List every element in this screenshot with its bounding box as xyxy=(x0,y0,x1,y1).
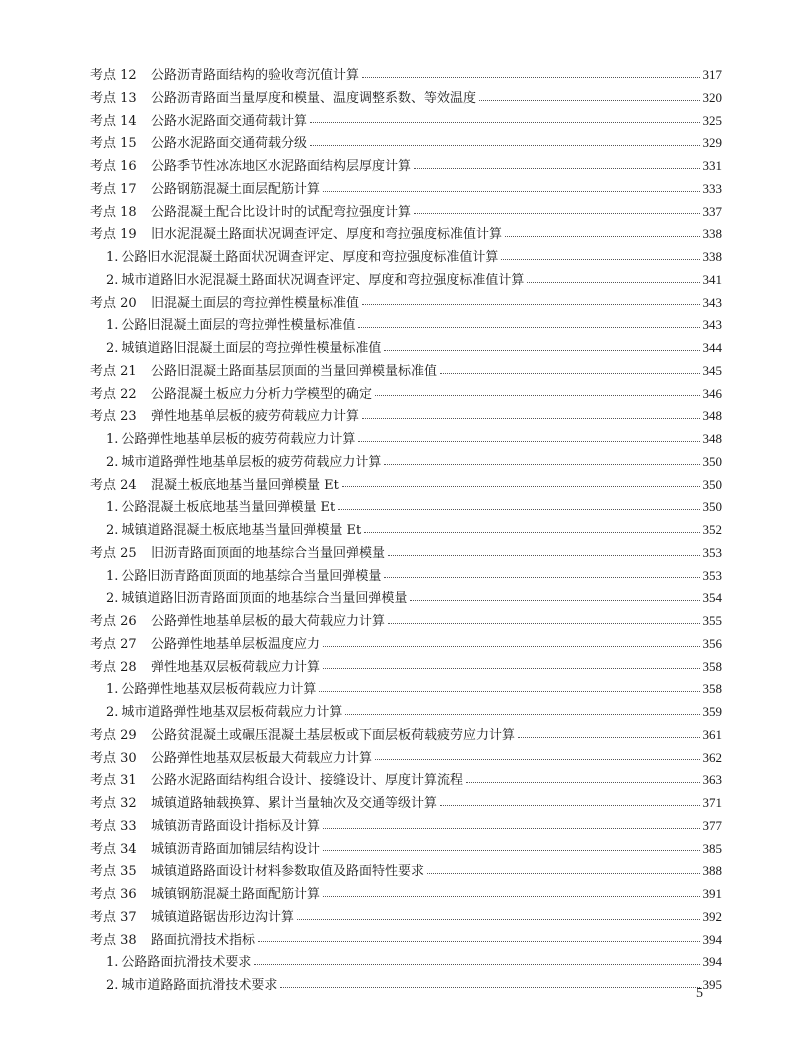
toc-entry-title: 公路混凝土板底地基当量回弹模量 Et xyxy=(121,500,336,516)
toc-entry-number: 考点 23 xyxy=(90,409,137,425)
toc-entry-label xyxy=(106,566,381,589)
toc-entry[interactable] xyxy=(90,360,722,383)
toc-entry-number: 1. xyxy=(106,500,119,516)
toc-entry-title: 公路弹性地基双层板最大荷载应力计算 xyxy=(151,750,373,766)
toc-entry-title: 公路旧混凝土面层的弯拉弹性模量标准值 xyxy=(121,318,356,334)
toc-entry-page: 352 xyxy=(702,522,722,537)
toc-entry-page: 350 xyxy=(702,476,722,492)
toc-entry-number: 考点 20 xyxy=(90,295,137,311)
dot-leader xyxy=(342,486,700,487)
toc-entry-title: 公路水泥路面交通荷载计算 xyxy=(151,113,308,129)
toc-entry-page: 391 xyxy=(702,886,722,901)
toc-entry-title: 公路弹性地基单层板的最大荷载应力计算 xyxy=(151,614,386,629)
toc-subentry[interactable] xyxy=(90,451,722,474)
toc-entry[interactable] xyxy=(90,223,722,246)
toc-entry[interactable] xyxy=(90,178,722,201)
toc-entry-label xyxy=(90,748,372,771)
toc-entry[interactable] xyxy=(90,792,722,815)
toc-entry-page: 363 xyxy=(702,772,722,788)
toc-entry[interactable] xyxy=(90,474,722,497)
toc-subentry[interactable] xyxy=(90,496,722,519)
toc-entry-label xyxy=(90,770,463,793)
toc-entry-page: 362 xyxy=(702,749,722,765)
toc-entry[interactable] xyxy=(90,747,722,770)
dot-leader xyxy=(362,77,699,78)
toc-entry-page: 395 xyxy=(702,977,722,992)
dot-leader xyxy=(388,623,699,624)
dot-leader xyxy=(323,896,699,897)
dot-leader xyxy=(297,919,699,920)
toc-entry-title: 城市道路弹性地基单层板的疲劳荷载应力计算 xyxy=(121,454,382,470)
dot-leader xyxy=(440,373,699,374)
toc-entry-number: 考点 26 xyxy=(90,614,137,629)
toc-entry-title: 弹性地基双层板荷载应力计算 xyxy=(151,659,321,675)
toc-entry[interactable] xyxy=(90,87,722,110)
toc-subentry[interactable] xyxy=(90,337,722,360)
toc-entry-title: 公路水泥路面交通荷载分级 xyxy=(151,136,308,152)
toc-entry-title: 公路水泥路面结构组合设计、接缝设计、厚度计算流程 xyxy=(151,773,464,789)
toc-entry-number: 考点 16 xyxy=(90,159,137,174)
dot-leader xyxy=(375,395,699,396)
toc-entry-label xyxy=(106,679,316,702)
toc-subentry[interactable] xyxy=(90,678,722,701)
toc-entry-title: 公路弹性地基单层板温度应力 xyxy=(151,636,321,652)
dot-leader xyxy=(323,191,699,192)
table-of-contents xyxy=(90,64,722,997)
toc-entry-title: 混凝土板底地基当量回弹模量 Et xyxy=(151,477,339,493)
toc-entry[interactable] xyxy=(90,110,722,133)
toc-entry-label xyxy=(90,111,307,134)
dot-leader xyxy=(310,122,699,123)
toc-entry-label xyxy=(90,930,255,953)
toc-entry-number: 考点 32 xyxy=(90,796,137,811)
toc-entry-page: 317 xyxy=(702,67,722,82)
dot-leader xyxy=(362,418,699,419)
toc-entry-label xyxy=(90,907,294,930)
toc-entry-number: 2. xyxy=(106,272,119,288)
toc-subentry[interactable] xyxy=(90,565,722,588)
dot-leader xyxy=(384,350,699,351)
toc-subentry[interactable] xyxy=(90,314,722,337)
toc-entry-number: 考点 34 xyxy=(90,841,137,857)
toc-entry-page: 337 xyxy=(702,203,722,219)
toc-entry-label xyxy=(90,884,320,907)
toc-entry-label xyxy=(90,543,385,566)
toc-entry[interactable] xyxy=(90,610,722,633)
toc-subentry[interactable] xyxy=(90,587,722,610)
toc-entry-label xyxy=(90,406,359,429)
toc-entry-number: 考点 15 xyxy=(90,136,137,152)
toc-entry-label xyxy=(106,315,355,338)
dot-leader xyxy=(338,509,699,510)
dot-leader xyxy=(254,964,699,965)
toc-entry-page: 331 xyxy=(702,158,722,173)
toc-entry-label xyxy=(106,429,355,452)
toc-subentry[interactable] xyxy=(90,246,722,269)
toc-entry-page: 338 xyxy=(702,226,722,242)
toc-entry-page: 333 xyxy=(702,180,722,196)
toc-entry[interactable] xyxy=(90,906,722,929)
toc-entry-page: 353 xyxy=(702,544,722,560)
dot-leader xyxy=(440,805,699,806)
toc-entry-page: 348 xyxy=(702,408,722,424)
dot-leader xyxy=(258,941,699,942)
dot-leader xyxy=(505,236,699,237)
toc-subentry[interactable] xyxy=(90,951,722,974)
toc-entry-number: 考点 27 xyxy=(90,636,137,652)
toc-entry-title: 公路沥青路面当量厚度和模量、温度调整系数、等效温度 xyxy=(151,90,477,106)
dot-leader xyxy=(414,213,699,214)
toc-entry-number: 考点 22 xyxy=(90,386,137,402)
toc-entry-page: 344 xyxy=(702,340,722,355)
toc-entry-page: 350 xyxy=(702,499,722,515)
toc-entry-title: 旧沥青路面顶面的地基综合当量回弹模量 xyxy=(151,545,386,561)
toc-entry-page: 341 xyxy=(702,271,722,287)
toc-entry-number: 考点 31 xyxy=(90,773,137,789)
toc-entry-number: 1. xyxy=(106,250,119,265)
toc-entry-title: 城镇道路锯齿形边沟计算 xyxy=(151,909,295,925)
toc-entry-number: 考点 25 xyxy=(90,545,137,561)
toc-entry-page: 359 xyxy=(702,704,722,719)
dot-leader xyxy=(501,259,699,260)
toc-entry-number: 2. xyxy=(106,454,119,470)
toc-entry-number: 考点 38 xyxy=(90,932,137,948)
page-number: 5 xyxy=(696,986,703,1001)
toc-entry-number: 考点 24 xyxy=(90,477,137,493)
toc-entry-page: 343 xyxy=(702,294,722,310)
toc-entry[interactable] xyxy=(90,860,722,883)
toc-entry-number: 1. xyxy=(106,682,119,698)
toc-entry-title: 城市道路弹性地基双层板荷载应力计算 xyxy=(121,705,343,720)
dot-leader xyxy=(323,850,699,851)
dot-leader xyxy=(358,327,699,328)
toc-entry-label xyxy=(90,611,385,634)
toc-entry-title: 公路混凝土板应力分析力学模型的确定 xyxy=(151,386,373,402)
toc-entry-number: 考点 30 xyxy=(90,750,137,766)
toc-entry[interactable] xyxy=(90,633,722,656)
toc-entry-label xyxy=(106,247,498,270)
toc-entry-title: 城镇沥青路面设计指标及计算 xyxy=(151,818,321,834)
toc-entry-label xyxy=(106,338,381,361)
dot-leader xyxy=(310,145,699,146)
toc-entry[interactable] xyxy=(90,132,722,155)
toc-entry-page: 338 xyxy=(702,249,722,264)
toc-entry-label xyxy=(90,65,359,88)
toc-entry-page: 394 xyxy=(702,931,722,947)
toc-entry-title: 城市道路路面抗滑技术要求 xyxy=(121,978,278,993)
toc-entry-page: 385 xyxy=(702,840,722,856)
dot-leader xyxy=(323,828,699,829)
toc-entry-label xyxy=(90,361,437,384)
toc-entry-label xyxy=(106,975,277,998)
toc-entry-label xyxy=(106,270,524,293)
toc-entry-label xyxy=(106,952,251,975)
toc-entry-page: 320 xyxy=(702,89,722,105)
dot-leader xyxy=(384,577,699,578)
toc-entry-number: 1. xyxy=(106,955,119,971)
toc-entry-label xyxy=(106,702,342,725)
toc-entry-label xyxy=(106,588,407,611)
toc-entry-page: 361 xyxy=(702,726,722,742)
toc-entry-title: 路面抗滑技术指标 xyxy=(151,932,256,948)
toc-entry-page: 356 xyxy=(702,635,722,651)
toc-entry-number: 考点 33 xyxy=(90,818,137,834)
toc-entry[interactable] xyxy=(90,64,722,87)
toc-entry-page: 377 xyxy=(702,817,722,833)
toc-entry-page: 329 xyxy=(702,135,722,151)
toc-entry-number: 考点 28 xyxy=(90,659,137,675)
toc-entry-number: 1. xyxy=(106,568,119,584)
toc-entry-title: 城镇沥青路面加铺层结构设计 xyxy=(151,841,321,857)
toc-entry-number: 考点 12 xyxy=(90,68,137,83)
toc-entry-title: 旧混凝土面层的弯拉弹性模量标准值 xyxy=(151,295,360,311)
dot-leader xyxy=(280,987,699,988)
toc-entry-page: 325 xyxy=(702,112,722,128)
toc-entry-title: 城镇道路混凝土板底地基当量回弹模量 Et xyxy=(121,523,362,538)
toc-entry-title: 公路贫混凝土或碾压混凝土基层板或下面层板荷载疲劳应力计算 xyxy=(151,727,516,743)
toc-entry-title: 公路弹性地基单层板的疲劳荷载应力计算 xyxy=(121,432,356,447)
toc-entry-label xyxy=(90,725,515,748)
dot-leader xyxy=(518,737,699,738)
toc-entry-number: 2. xyxy=(106,523,119,538)
toc-entry[interactable] xyxy=(90,724,722,747)
toc-entry[interactable] xyxy=(90,815,722,838)
toc-entry[interactable] xyxy=(90,383,722,406)
toc-entry-number: 考点 35 xyxy=(90,864,137,880)
toc-entry-title: 弹性地基单层板的疲劳荷载应力计算 xyxy=(151,409,360,425)
toc-entry-page: 348 xyxy=(702,431,722,446)
dot-leader xyxy=(527,282,699,283)
toc-entry-label xyxy=(90,861,424,884)
toc-entry[interactable] xyxy=(90,405,722,428)
toc-subentry[interactable] xyxy=(90,428,722,451)
toc-entry-page: 346 xyxy=(702,385,722,401)
toc-entry-label xyxy=(90,293,359,316)
toc-entry-title: 城市道路旧水泥混凝土路面状况调查评定、厚度和弯拉强度标准值计算 xyxy=(121,272,525,288)
toc-entry-number: 2. xyxy=(106,705,119,720)
toc-entry-label xyxy=(90,156,411,179)
toc-entry-number: 考点 14 xyxy=(90,113,137,129)
toc-entry-number: 考点 17 xyxy=(90,181,137,197)
toc-entry-page: 354 xyxy=(702,590,722,606)
toc-subentry[interactable] xyxy=(90,701,722,724)
toc-entry-title: 公路旧混凝土路面基层顶面的当量回弹模量标准值 xyxy=(151,363,438,379)
toc-entry-number: 1. xyxy=(106,318,119,334)
toc-entry-number: 考点 21 xyxy=(90,363,137,379)
toc-entry[interactable] xyxy=(90,883,722,906)
toc-entry[interactable] xyxy=(90,929,722,952)
toc-entry-page: 394 xyxy=(702,954,722,970)
dot-leader xyxy=(364,532,699,533)
dot-leader xyxy=(362,304,699,305)
toc-entry-page: 392 xyxy=(702,908,722,924)
toc-entry-title: 城镇道路轴载换算、累计当量轴次及交通等级计算 xyxy=(151,796,438,811)
toc-entry-label xyxy=(106,497,335,520)
toc-entry-label xyxy=(106,520,361,543)
toc-entry-page: 388 xyxy=(702,863,722,879)
toc-entry[interactable] xyxy=(90,769,722,792)
toc-subentry[interactable] xyxy=(90,974,722,997)
toc-entry-title: 公路路面抗滑技术要求 xyxy=(121,955,252,971)
dot-leader xyxy=(319,691,699,692)
toc-entry-label xyxy=(90,634,320,657)
toc-entry-number: 考点 19 xyxy=(90,227,137,243)
toc-entry-title: 旧水泥混凝土路面状况调查评定、厚度和弯拉强度标准值计算 xyxy=(151,227,503,243)
toc-entry-page: 358 xyxy=(702,658,722,674)
toc-entry-title: 公路钢筋混凝土面层配筋计算 xyxy=(151,181,321,197)
dot-leader xyxy=(375,759,699,760)
toc-entry-label xyxy=(90,839,320,862)
toc-subentry[interactable] xyxy=(90,269,722,292)
toc-entry-label xyxy=(90,133,307,156)
toc-entry-page: 345 xyxy=(702,362,722,378)
dot-leader xyxy=(358,441,699,442)
toc-entry-label xyxy=(90,793,437,816)
toc-entry-label xyxy=(90,224,502,247)
dot-leader xyxy=(345,714,699,715)
toc-entry-title: 城镇道路路面设计材料参数取值及路面特性要求 xyxy=(151,864,425,880)
dot-leader xyxy=(466,782,699,783)
toc-entry[interactable] xyxy=(90,542,722,565)
toc-entry-label xyxy=(90,179,320,202)
toc-entry-number: 考点 29 xyxy=(90,727,137,743)
dot-leader xyxy=(479,100,699,101)
dot-leader xyxy=(323,668,699,669)
dot-leader xyxy=(410,600,699,601)
toc-entry-title: 公路混凝土配合比设计时的试配弯拉强度计算 xyxy=(151,204,412,220)
toc-entry-number: 2. xyxy=(106,978,119,993)
toc-entry-page: 358 xyxy=(702,681,722,697)
toc-entry-number: 2. xyxy=(106,341,119,356)
toc-entry-label xyxy=(106,452,381,475)
toc-entry-number: 2. xyxy=(106,591,119,607)
toc-entry[interactable] xyxy=(90,656,722,679)
toc-entry-title: 城镇道路旧沥青路面顶面的地基综合当量回弹模量 xyxy=(121,591,408,607)
toc-entry-title: 公路季节性冰冻地区水泥路面结构层厚度计算 xyxy=(151,159,412,174)
toc-entry-label xyxy=(90,816,320,839)
toc-entry-number: 考点 36 xyxy=(90,887,137,902)
toc-entry-page: 350 xyxy=(702,453,722,469)
toc-entry-title: 公路旧水泥混凝土路面状况调查评定、厚度和弯拉强度标准值计算 xyxy=(121,250,499,265)
toc-entry[interactable] xyxy=(90,155,722,178)
dot-leader xyxy=(427,873,699,874)
dot-leader xyxy=(384,464,699,465)
dot-leader xyxy=(388,555,699,556)
toc-entry-number: 考点 13 xyxy=(90,90,137,106)
toc-entry-title: 公路旧沥青路面顶面的地基综合当量回弹模量 xyxy=(121,568,382,584)
toc-entry-page: 343 xyxy=(702,317,722,333)
toc-entry-title: 城镇道路旧混凝土面层的弯拉弹性模量标准值 xyxy=(121,341,382,356)
toc-entry-number: 考点 37 xyxy=(90,909,137,925)
toc-entry-number: 1. xyxy=(106,432,119,447)
toc-entry-page: 371 xyxy=(702,795,722,810)
toc-entry-page: 353 xyxy=(702,567,722,583)
toc-entry-number: 考点 18 xyxy=(90,204,137,220)
toc-entry-label xyxy=(90,657,320,680)
toc-entry-label xyxy=(90,202,411,225)
toc-entry-label xyxy=(90,384,372,407)
toc-entry-title: 公路沥青路面结构的验收弯沉值计算 xyxy=(151,68,360,83)
dot-leader xyxy=(323,646,699,647)
toc-entry-page: 355 xyxy=(702,613,722,628)
toc-entry-label xyxy=(90,88,476,111)
toc-entry-title: 公路弹性地基双层板荷载应力计算 xyxy=(121,682,317,698)
toc-entry[interactable] xyxy=(90,292,722,315)
toc-entry-title: 城镇钢筋混凝土路面配筋计算 xyxy=(151,887,321,902)
toc-subentry[interactable] xyxy=(90,519,722,542)
toc-entry[interactable] xyxy=(90,838,722,861)
dot-leader xyxy=(414,168,699,169)
toc-entry[interactable] xyxy=(90,201,722,224)
toc-entry-label xyxy=(90,475,339,498)
